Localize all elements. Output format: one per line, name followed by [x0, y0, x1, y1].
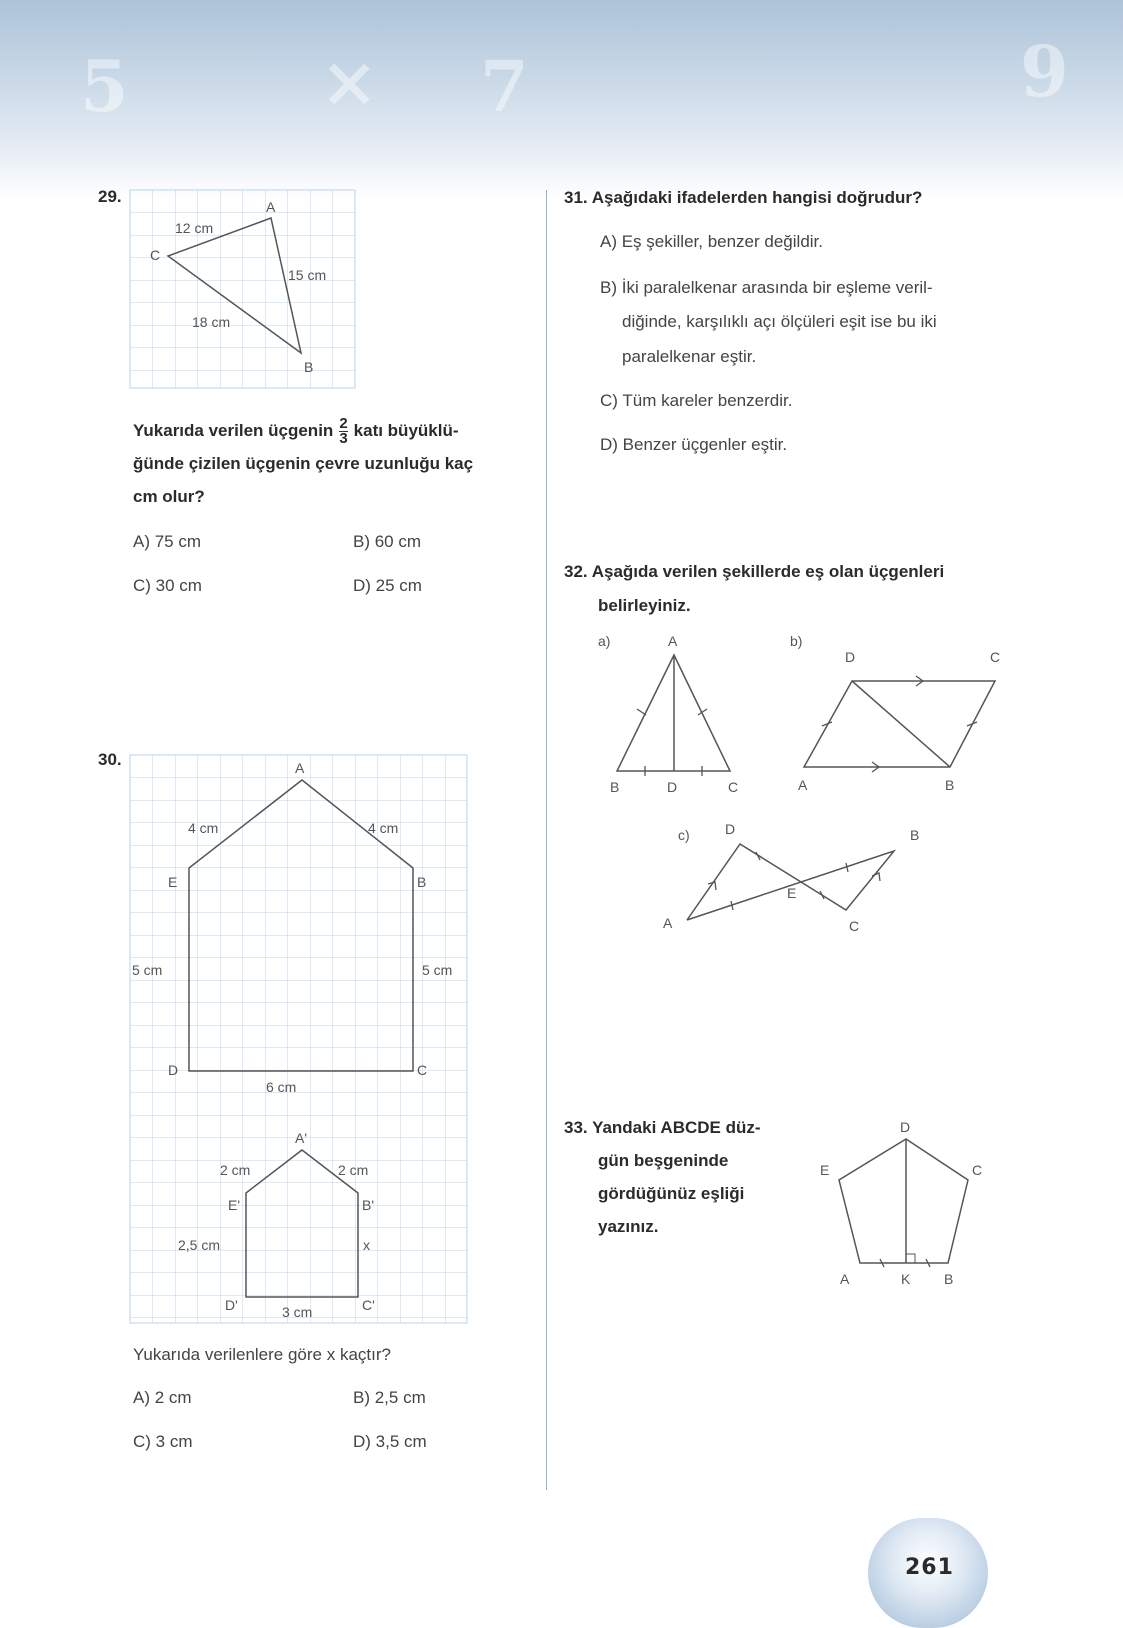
q30-big-side-dc: 6 cm	[266, 1079, 297, 1095]
q32b-label-A: A	[798, 777, 808, 793]
q31-option-d[interactable]: D) Benzer üçgenler eştir.	[600, 435, 788, 454]
decorative-number-icon: 5	[80, 45, 129, 128]
q32-stem-line2: belirleyiniz.	[598, 596, 691, 615]
q31-option-c[interactable]: C) Tüm kareler benzerdir.	[600, 391, 793, 410]
q31-stem: Aşağıdaki ifadelerden hangisi doğrudur?	[591, 188, 923, 207]
q29-option-b[interactable]: B) 60 cm	[353, 532, 422, 551]
q30-big-label-B: B	[417, 874, 427, 890]
q32b-label-D: D	[845, 649, 856, 665]
q29-frac-num: 2	[339, 415, 348, 433]
q32-stem-line1: Aşağıda verilen şekillerde eş olan üçgenleri	[591, 562, 945, 581]
q32-number: 32.	[564, 562, 588, 581]
q29-label-B: B	[304, 359, 314, 375]
q32c-label-C: C	[849, 918, 860, 934]
q32a-tag: a)	[598, 633, 611, 649]
q33-label-C: C	[972, 1162, 983, 1178]
q29-grid	[130, 190, 355, 388]
q30-big-label-E: E	[168, 874, 178, 890]
q29-stem-line3: cm olur?	[133, 487, 205, 506]
q29-option-c[interactable]: C) 30 cm	[133, 576, 202, 595]
q30-small-side-bc: x	[363, 1237, 370, 1253]
q33-label-D: D	[900, 1119, 911, 1135]
q31-header	[564, 182, 922, 214]
q32-figure-b	[790, 630, 1020, 800]
q32b-label-C: C	[990, 649, 1001, 665]
q33-stem-line1: Yandaki ABCDE düz-	[592, 1118, 761, 1137]
q30-big-side-bc: 5 cm	[422, 962, 453, 978]
q30-small-side-dc: 3 cm	[282, 1304, 313, 1320]
q30-big-label-D: D	[168, 1062, 179, 1078]
q33-number: 33.	[564, 1118, 588, 1137]
q33-right-angle-mark	[906, 1254, 915, 1263]
q30-stem: Yukarıda verilenlere göre x kaçtır?	[133, 1345, 391, 1364]
q31-option-b-line2: diğinde, karşılıklı açı ölçüleri eşit ise bu iki	[622, 312, 937, 331]
q29-option-a[interactable]: A) 75 cm	[133, 532, 202, 551]
q32a-label-C: C	[728, 779, 739, 795]
q30-big-side-ab: 4 cm	[368, 820, 399, 836]
q33-label-B: B	[944, 1271, 954, 1287]
q30-figure	[130, 755, 475, 1325]
q32b-tag: b)	[790, 633, 803, 649]
q29-stem-line2: ğünde çizilen üçgenin çevre uzunluğu kaç	[133, 454, 474, 473]
q32a-label-B: B	[610, 779, 620, 795]
q29-side-ca: 12 cm	[175, 220, 214, 236]
q32c-label-D: D	[725, 821, 736, 837]
q29-label-C: C	[150, 247, 161, 263]
q30-small-side-ea: 2 cm	[220, 1162, 251, 1178]
q30-option-a[interactable]: A) 2 cm	[133, 1388, 192, 1407]
q33-label-E: E	[820, 1162, 830, 1178]
q29-stem-part1: Yukarıda verilen üçgenin	[133, 421, 334, 440]
q32a-tick-ab	[637, 709, 646, 715]
q29-label-A: A	[266, 199, 276, 215]
q30-small-side-ab: 2 cm	[338, 1162, 369, 1178]
q30-big-side-ea: 4 cm	[188, 820, 219, 836]
q32c-label-B: B	[910, 827, 920, 843]
q32b-parallelogram	[804, 681, 995, 767]
q32c-label-E: E	[787, 885, 797, 901]
header-decoration	[0, 0, 1123, 200]
q32-figure-a	[598, 630, 758, 800]
decorative-times-icon: ×	[320, 40, 379, 123]
q30-small-side-ed: 2,5 cm	[178, 1237, 221, 1253]
q30-big-side-ed: 5 cm	[132, 962, 163, 978]
q29-figure	[130, 190, 360, 390]
q30-number: 30.	[98, 750, 122, 769]
q32c-figure-lines	[687, 844, 894, 920]
q30-small-label-E: E'	[228, 1197, 241, 1213]
q30-small-label-B: B'	[362, 1197, 375, 1213]
q32-header	[564, 556, 944, 588]
q29-number: 29.	[98, 187, 122, 206]
q30-big-label-C: C	[417, 1062, 428, 1078]
q30-small-label-D: D'	[225, 1297, 238, 1313]
q31-number: 31.	[564, 188, 588, 207]
q29-fraction	[339, 417, 347, 446]
q29-stem-line1	[133, 415, 459, 447]
q30-option-d[interactable]: D) 3,5 cm	[353, 1432, 427, 1451]
q33-header	[564, 1112, 761, 1144]
q33-stem-line4: yazınız.	[598, 1217, 659, 1236]
q32a-label-D: D	[667, 779, 678, 795]
q32a-label-A: A	[668, 633, 678, 649]
q33-label-K: K	[901, 1271, 911, 1287]
q32c-label-A: A	[663, 915, 673, 931]
q29-frac-den: 3	[339, 430, 348, 448]
q30-small-label-A: A'	[295, 1130, 308, 1146]
q32-figure-c	[663, 820, 950, 950]
q30-option-b[interactable]: B) 2,5 cm	[353, 1388, 426, 1407]
q31-option-a[interactable]: A) Eş şekiller, benzer değildir.	[600, 232, 823, 251]
q33-stem-line2: gün beşgeninde	[598, 1151, 729, 1170]
q33-pentagon	[839, 1139, 968, 1263]
q33-stem-line3: gördüğünüz eşliği	[598, 1184, 745, 1203]
q33-label-A: A	[840, 1271, 850, 1287]
q29-option-d[interactable]: D) 25 cm	[353, 576, 422, 595]
q30-option-c[interactable]: C) 3 cm	[133, 1432, 193, 1451]
page-number: 261	[905, 1555, 954, 1580]
q29-stem-part2: katı büyüklü-	[353, 421, 459, 440]
q32b-label-B: B	[945, 777, 955, 793]
q30-small-label-C: C'	[362, 1297, 375, 1313]
q32c-tag: c)	[678, 827, 690, 843]
q33-figure	[820, 1120, 1020, 1300]
q31-option-b-line3: paralelkenar eştir.	[622, 347, 757, 366]
q31-option-b-line1[interactable]: B) İki paralelkenar arasında bir eşleme veril-	[600, 278, 933, 297]
q29-side-ab: 15 cm	[288, 267, 327, 283]
q29-side-cb: 18 cm	[192, 314, 231, 330]
decorative-number-icon: 7	[480, 45, 529, 128]
column-divider	[546, 190, 547, 1490]
decorative-number-icon: 9	[1020, 30, 1069, 113]
q32b-diagonal	[852, 681, 950, 767]
q30-big-label-A: A	[295, 760, 305, 776]
